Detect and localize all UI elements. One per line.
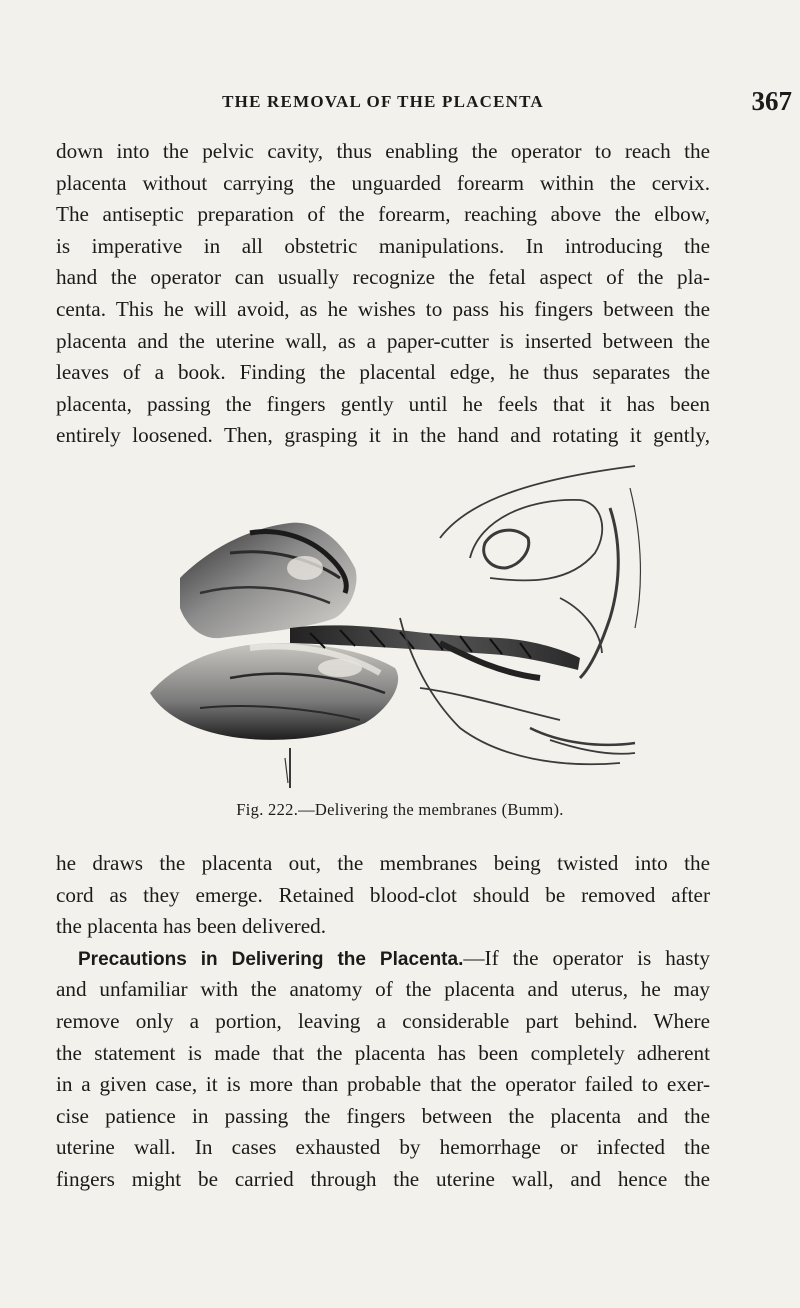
text-line: is imperative in all obstetric manipulations. In introducing the (56, 233, 710, 258)
upper-hand-drawing (180, 523, 356, 638)
text-line: cord as they emerge. Retained blood-clot should be removed after (56, 882, 710, 907)
running-title: THE REMOVAL OF THE PLACENTA (222, 92, 544, 111)
text-line: leaves of a book. Finding the placental edge, he thus separates the (56, 360, 710, 385)
text-line: and unfamiliar with the anatomy of the placenta and uterus, he may (56, 977, 710, 1002)
section-heading: Precautions in Delivering the Placenta. (78, 948, 464, 970)
paragraph-and-section (56, 848, 710, 1196)
text-line: the statement is made that the placenta has been completely adherent (56, 1040, 710, 1065)
paragraph-continuation (56, 136, 710, 452)
figure-illustration (140, 458, 660, 788)
text-line: entirely loosened. Then, grasping it in the hand and rotating it gently, (56, 423, 710, 448)
text-line: he draws the placenta out, the membranes being twisted into the (56, 851, 710, 875)
text-line: remove only a portion, leaving a considerable part behind. Where (56, 1008, 710, 1033)
text-line: hand the operator can usually recognize the fetal aspect of the pla- (56, 265, 710, 290)
delivering-membranes-illustration (140, 458, 660, 788)
text-line: placenta, passing the fingers gently until he feels that it has been (56, 391, 710, 416)
page-number: 367 (751, 86, 792, 116)
text-line: the placenta has been delivered. (56, 914, 327, 939)
text-line: uterine wall. In cases exhausted by hemorrhage or infected the (56, 1135, 710, 1160)
text-line: placenta and the uterine wall, as a paper-cutter is inserted between the (56, 328, 710, 353)
text-line: centa. This he will avoid, as he wishes to pass his fingers between the (56, 296, 710, 321)
lower-hand-drawing (150, 643, 398, 740)
text-line: cise patience in passing the fingers between the placenta and the (56, 1103, 710, 1128)
text-line: fingers might be carried through the uterine wall, and hence the (56, 1166, 710, 1191)
text-line: placenta without carrying the unguarded forearm within the cervix. (56, 170, 710, 195)
running-head (56, 86, 792, 118)
section-first-line (56, 943, 710, 975)
text-line: in a given case, it is more than probable that the operator failed to exer- (56, 1072, 710, 1097)
section-first-line-text: —If the operator is hasty (463, 945, 710, 970)
figure-caption: Fig. 222.—Delivering the membranes (Bumm). (236, 800, 564, 819)
text-line: down into the pelvic cavity, thus enabling the operator to reach the (56, 139, 710, 163)
text-line: The antiseptic preparation of the forearm, reaching above the elbow, (56, 202, 710, 227)
